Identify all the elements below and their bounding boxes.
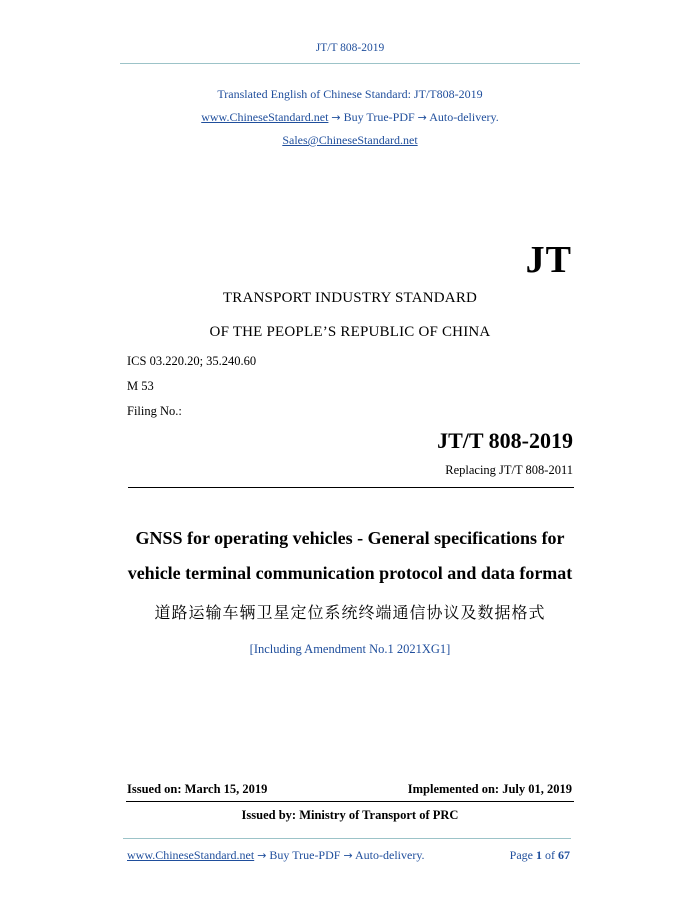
footer-buy-pdf-text: Buy True-PDF bbox=[269, 848, 341, 862]
issued-date: Issued on: March 15, 2019 bbox=[127, 782, 268, 796]
standard-code: JT/T 808-2019 bbox=[437, 428, 573, 453]
auto-delivery-text: Auto-delivery. bbox=[429, 110, 499, 124]
standard-type-line2: OF THE PEOPLE’S REPUBLIC OF CHINA bbox=[209, 324, 491, 340]
site-link[interactable]: www.ChineseStandard.net bbox=[201, 110, 329, 124]
purchase-line bbox=[0, 110, 700, 125]
buy-pdf-text: Buy True-PDF bbox=[343, 110, 415, 124]
header-divider bbox=[120, 63, 580, 64]
replacing-note: Replacing JT/T 808-2011 bbox=[445, 463, 573, 477]
page-of: of bbox=[545, 848, 555, 862]
footer-site-link[interactable]: www.ChineseStandard.net bbox=[127, 848, 255, 862]
page-word: Page bbox=[509, 848, 533, 862]
footer-purchase-line bbox=[127, 848, 425, 863]
footer-auto-delivery-text: Auto-delivery. bbox=[355, 848, 425, 862]
page-total: 67 bbox=[558, 848, 570, 862]
arrow-right-icon: → bbox=[417, 111, 427, 124]
title-en-line1: GNSS for operating vehicles - General specifications for bbox=[135, 528, 565, 548]
arrow-right-icon: → bbox=[331, 111, 341, 124]
sales-email-link[interactable]: Sales@ChineseStandard.net bbox=[282, 133, 418, 147]
page-counter bbox=[510, 848, 570, 863]
arrow-right-icon: → bbox=[343, 849, 353, 862]
ics-code: ICS 03.220.20; 35.240.60 bbox=[127, 354, 257, 368]
title-en-line2: vehicle terminal communication protocol and data format bbox=[127, 563, 573, 583]
issuing-authority: Issued by: Ministry of Transport of PRC bbox=[241, 808, 459, 822]
page-current: 1 bbox=[536, 848, 542, 862]
dates-divider bbox=[126, 801, 574, 802]
code-divider bbox=[128, 487, 574, 488]
email-line bbox=[0, 133, 700, 148]
footer-divider bbox=[123, 838, 571, 839]
standard-mark: JT bbox=[525, 239, 572, 281]
amendment-note: [Including Amendment No.1 2021XG1] bbox=[249, 642, 451, 656]
translation-notice: Translated English of Chinese Standard: JT/T808-2019 bbox=[217, 87, 483, 101]
implemented-date: Implemented on: July 01, 2019 bbox=[407, 782, 572, 796]
running-header: JT/T 808-2019 bbox=[315, 42, 385, 54]
arrow-right-icon: → bbox=[257, 849, 267, 862]
filing-number: Filing No.: bbox=[127, 404, 182, 418]
standard-type-line1: TRANSPORT INDUSTRY STANDARD bbox=[222, 290, 478, 306]
ccs-code: M 53 bbox=[127, 379, 154, 393]
title-zh: 道路运输车辆卫星定位系统终端通信协议及数据格式 bbox=[154, 603, 546, 622]
